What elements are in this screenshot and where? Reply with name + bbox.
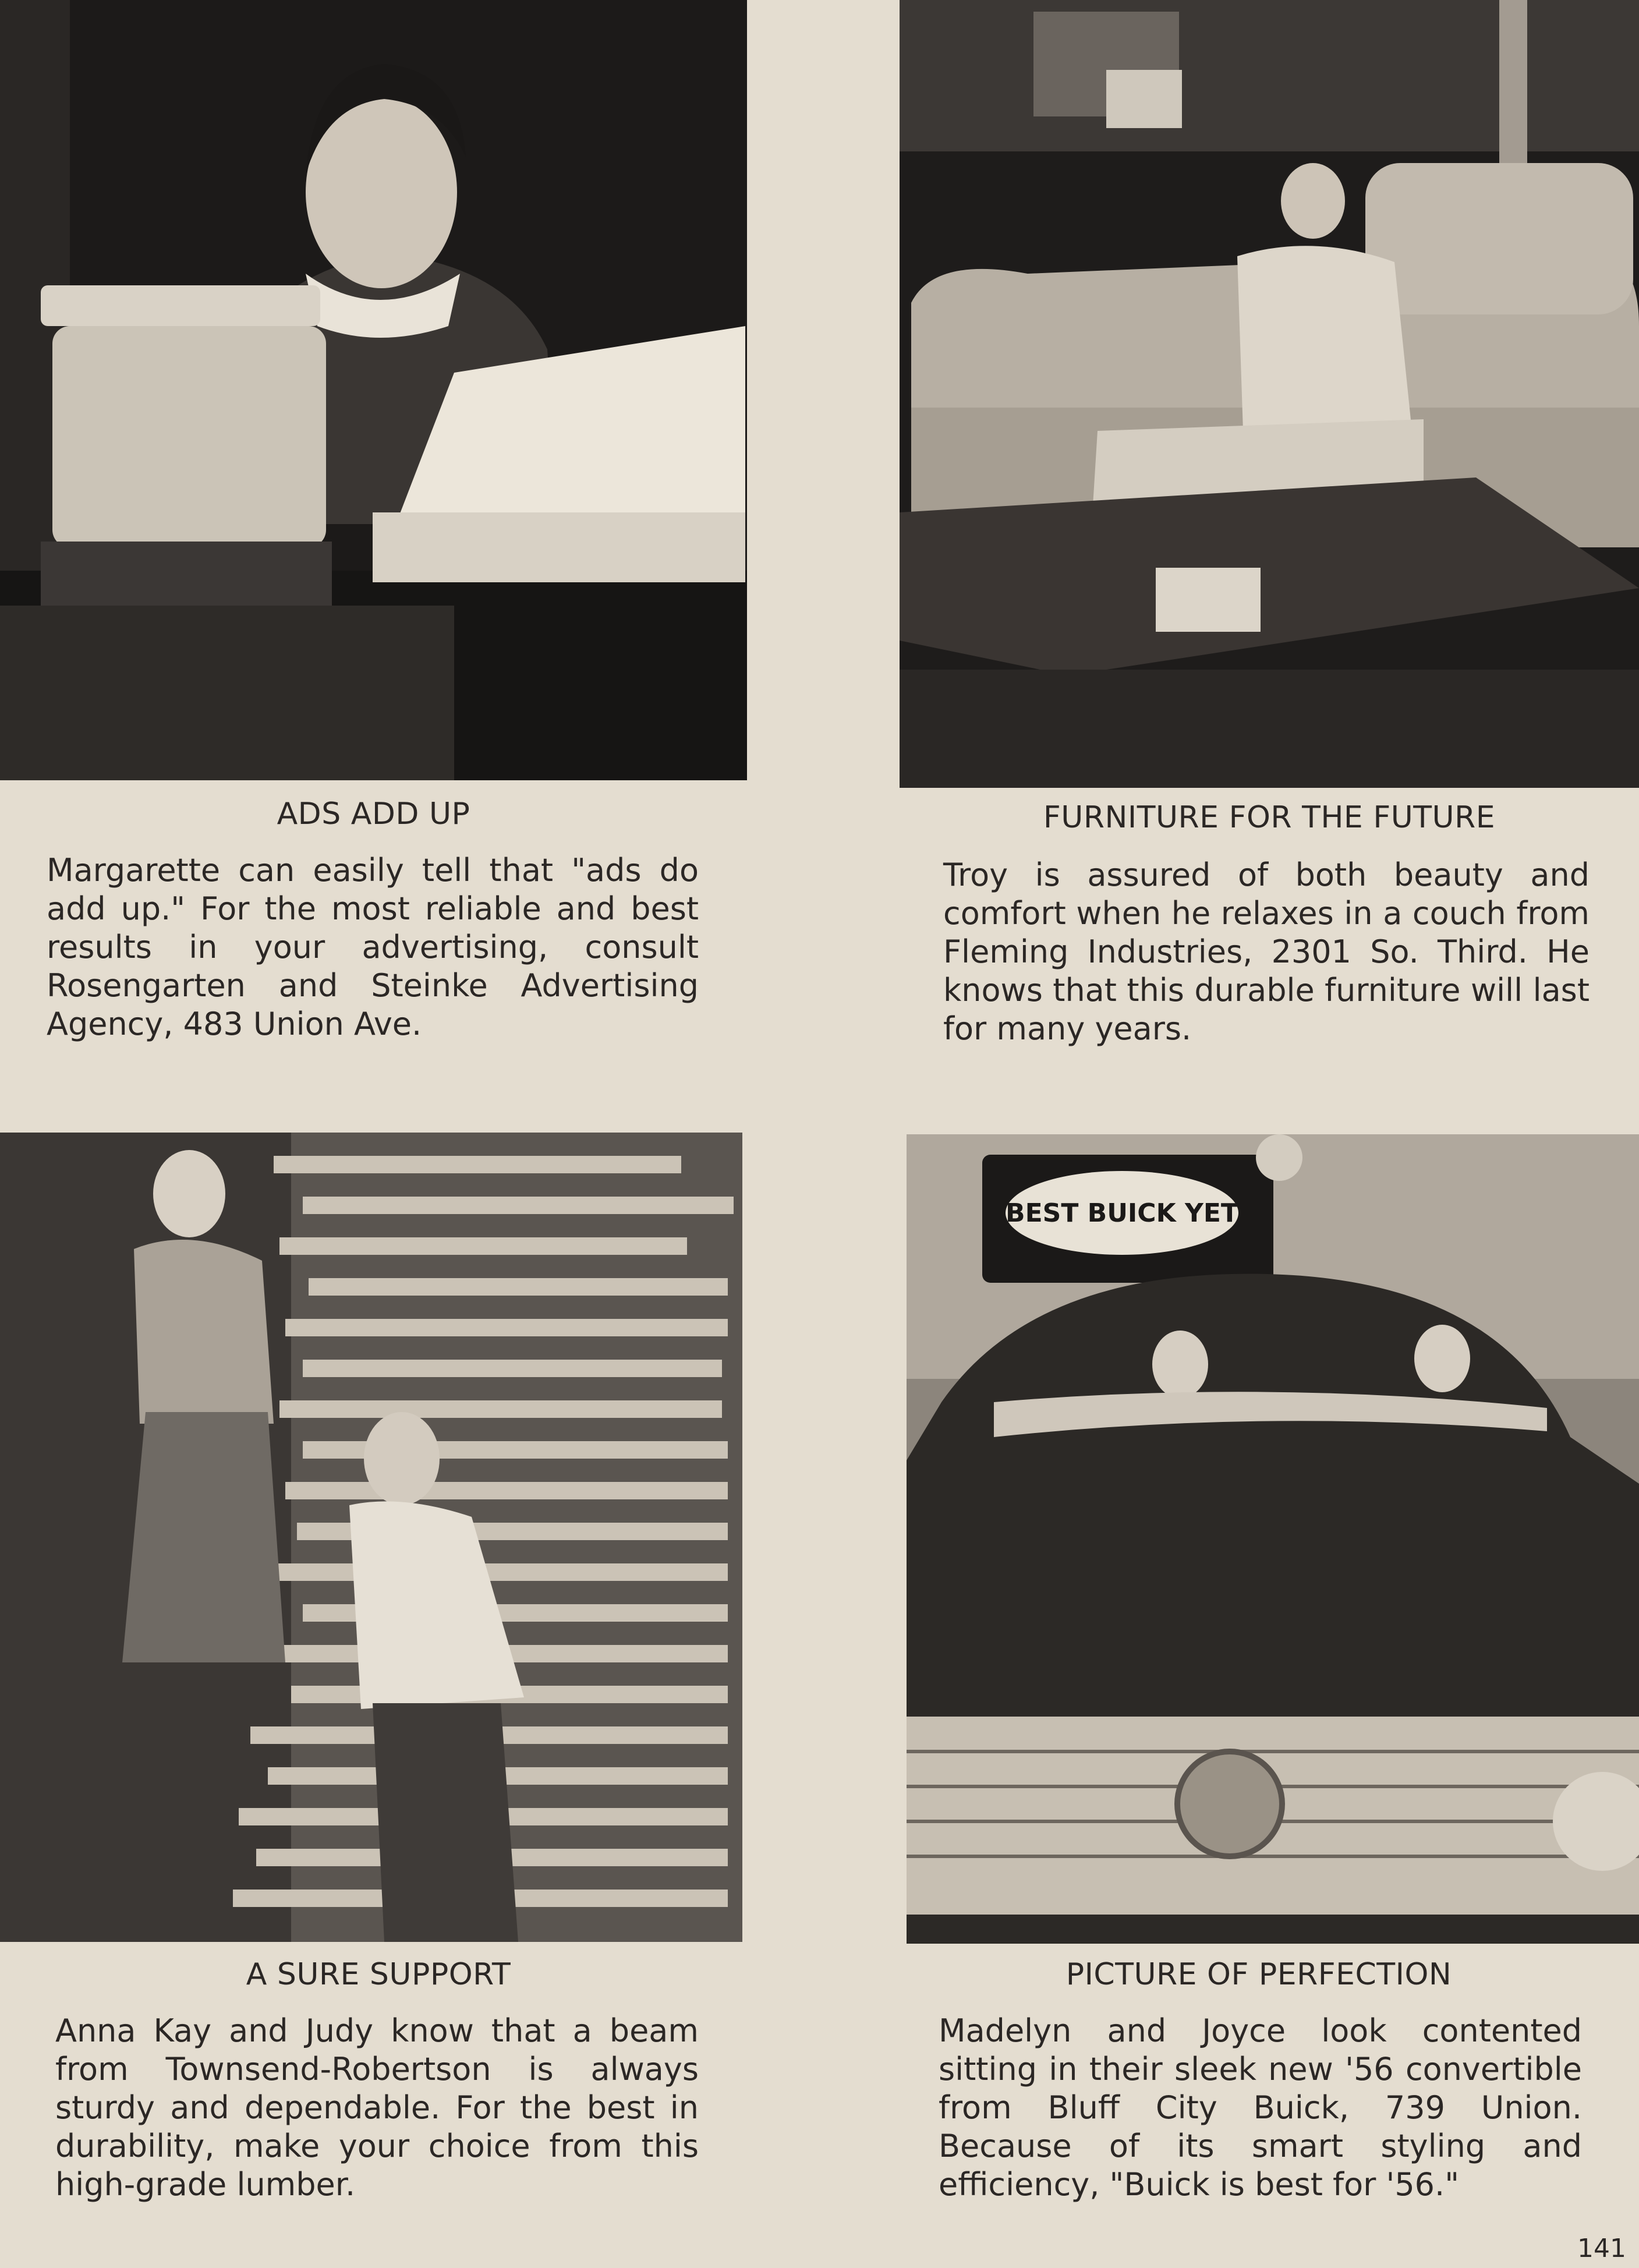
buick-banner-text: BEST BUICK YET: [1006, 1198, 1238, 1228]
page-number: 141: [1577, 2234, 1626, 2263]
young-man-on-couch-photo: [900, 0, 1639, 788]
panel-2-body: Troy is assured of both beauty and comfort when he relaxes in a couch from Fleming Industries, 2301 So. Third. He knows that this durable furniture will last for many years.: [943, 857, 1590, 1047]
woman-at-typewriter-photo: [0, 0, 747, 780]
panel-1-body: Margarette can easily tell that "ads do add up." For the most reliable and best results in your advertising, consult Rosengarten and Steinke Advertising Agency, 483 Union Ave.: [47, 852, 699, 1042]
panel-3-title: A SURE SUPPORT: [246, 1957, 511, 1992]
panel-4-body: Madelyn and Joyce look contented sitting in their sleek new '56 convertible from Bluff City Buick, 739 Union. Because of its smart styling and efficiency, "Buick is best for '56.": [939, 2012, 1582, 2203]
panel-4-title: PICTURE OF PERFECTION: [1065, 1957, 1452, 1992]
two-women-in-buick-convertible-photo: [907, 1134, 1639, 1944]
panel-2-title: FURNITURE FOR THE FUTURE: [1043, 800, 1496, 835]
panel-3-body: Anna Kay and Judy know that a beam from Townsend-Robertson is always sturdy and dependable. For the best in durability, make your choice from this high-grade lumber.: [55, 2012, 699, 2203]
buick-banner-sign: [982, 1134, 1302, 1283]
two-women-with-lumber-photo: [0, 1133, 742, 1942]
panel-1-title: ADS ADD UP: [277, 797, 470, 832]
